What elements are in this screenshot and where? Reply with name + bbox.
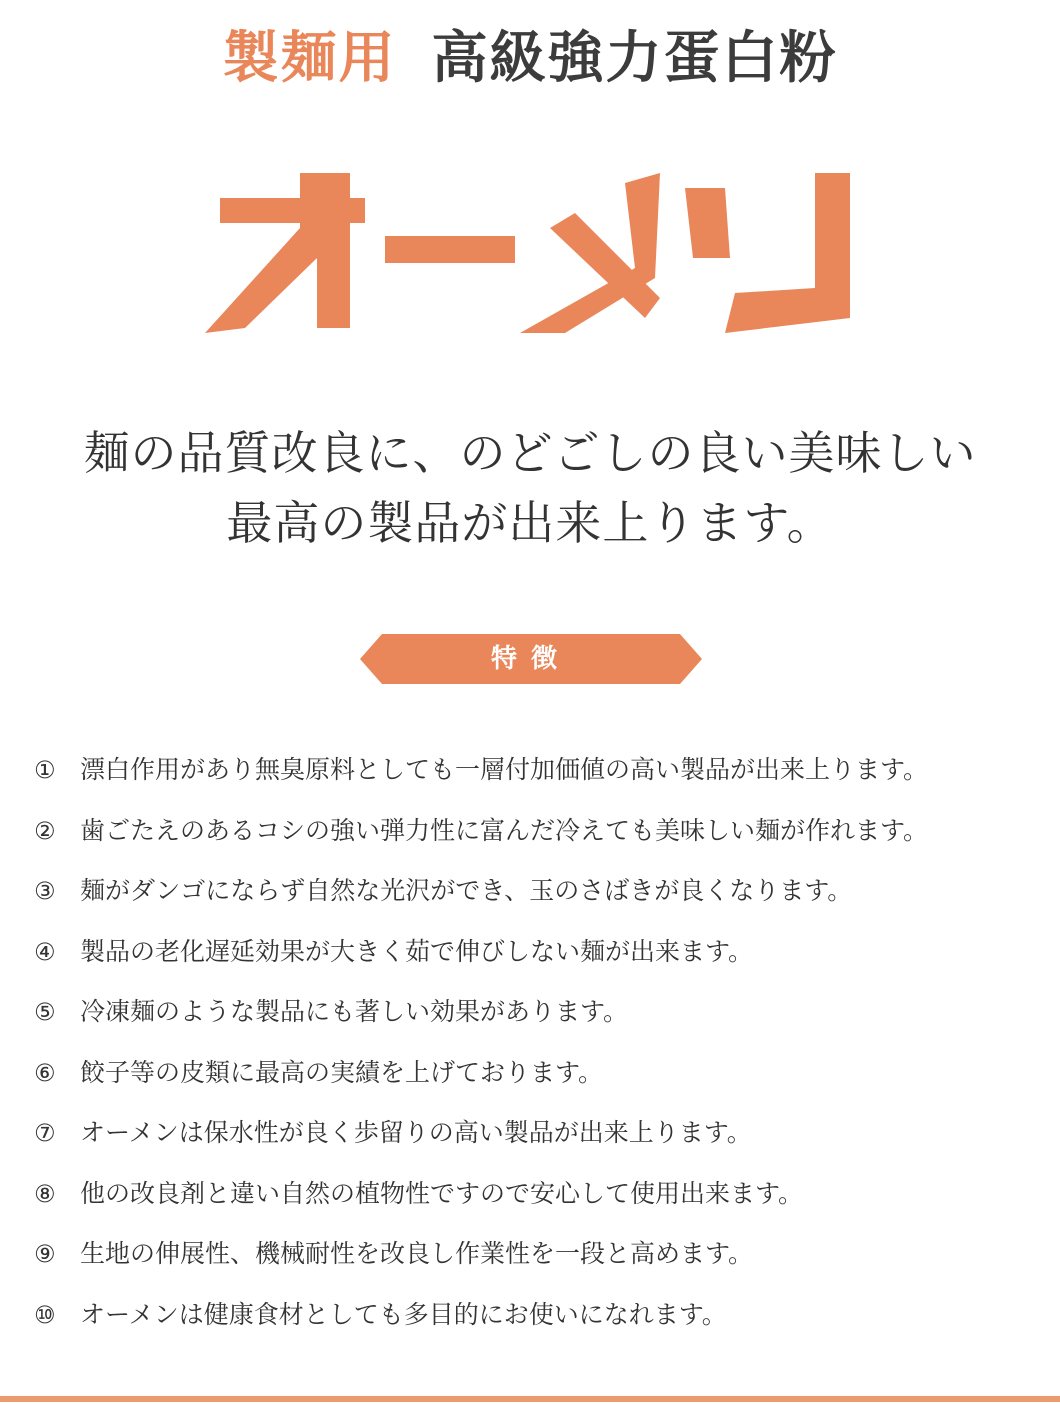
feature-number: ⑤ bbox=[34, 998, 56, 1027]
feature-number: ⑩ bbox=[34, 1300, 56, 1329]
feature-item bbox=[34, 982, 1044, 1043]
bottom-divider bbox=[0, 1396, 1060, 1402]
feature-item bbox=[34, 1285, 1044, 1346]
feature-item bbox=[34, 1103, 1044, 1164]
feature-text: 冷凍麺のような製品にも著しい効果があります。 bbox=[80, 997, 629, 1027]
feature-number: ⑥ bbox=[34, 1058, 56, 1087]
feature-text: 歯ごたえのあるコシの強い弾力性に富んだ冷えても美味しい麺が作れます。 bbox=[80, 815, 929, 845]
features-banner-label: 特徴 bbox=[490, 644, 571, 674]
feature-number: ⑨ bbox=[34, 1240, 56, 1269]
feature-text: 生地の伸展性、機械耐性を改良し作業性を一段と高めます。 bbox=[80, 1239, 754, 1269]
header-subtitle: 製麺用 bbox=[222, 26, 397, 91]
feature-item bbox=[34, 740, 1044, 801]
feature-number: ⑧ bbox=[34, 1179, 56, 1208]
feature-text: 麺がダンゴにならず自然な光沢ができ、玉のさばきが良くなります。 bbox=[80, 876, 853, 906]
feature-item bbox=[34, 801, 1044, 862]
brand-logo bbox=[205, 168, 855, 338]
feature-text: 餃子等の皮類に最高の実績を上げております。 bbox=[80, 1057, 604, 1087]
feature-item bbox=[34, 922, 1044, 983]
brand-logo-graphic bbox=[205, 168, 855, 338]
feature-text: 漂白作用があり無臭原料としても一層付加価値の高い製品が出来上ります。 bbox=[80, 755, 929, 785]
feature-number: ⑦ bbox=[34, 1119, 56, 1148]
tagline-line-2: 最高の製品が出来上ります。 bbox=[226, 496, 834, 550]
feature-number: ④ bbox=[34, 937, 56, 966]
page-header bbox=[0, 14, 1060, 94]
feature-text: 他の改良剤と違い自然の植物性ですので安心して使用出来ます。 bbox=[80, 1178, 804, 1208]
tagline-line-1: 麺の品質改良に、のどごしの良い美味しい bbox=[83, 426, 977, 480]
tagline bbox=[0, 418, 1060, 558]
feature-item bbox=[34, 1224, 1044, 1285]
feature-item bbox=[34, 1164, 1044, 1225]
feature-number: ① bbox=[34, 756, 56, 785]
features-banner bbox=[360, 634, 702, 684]
header-title: 高級強力蛋白粉 bbox=[431, 26, 838, 91]
feature-text: オーメンは健康食材としても多目的にお使いになれます。 bbox=[80, 1299, 727, 1329]
feature-item bbox=[34, 861, 1044, 922]
feature-text: 製品の老化遅延効果が大きく茹で伸びしない麺が出来ます。 bbox=[80, 936, 754, 966]
feature-number: ② bbox=[34, 816, 56, 845]
feature-text: オーメンは保水性が良く歩留りの高い製品が出来上ります。 bbox=[80, 1118, 752, 1148]
features-list bbox=[34, 740, 1044, 1345]
feature-item bbox=[34, 1043, 1044, 1104]
feature-number: ③ bbox=[34, 877, 56, 906]
